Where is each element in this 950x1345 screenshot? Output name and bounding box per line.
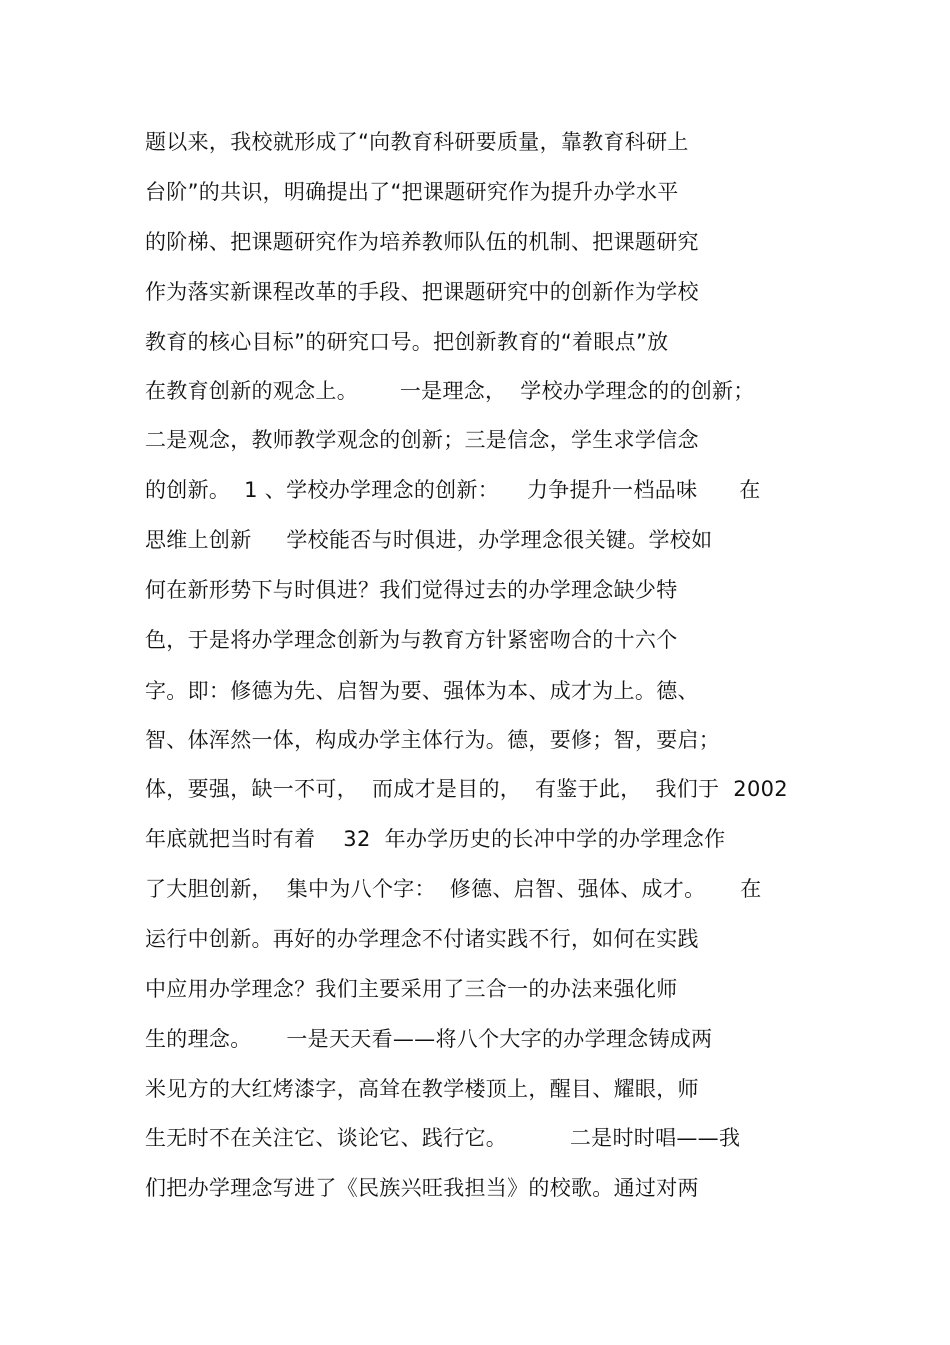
text-line: 生无时不在关注它、谈论它、践行它。 二是时时唱——我 <box>145 1126 741 1150</box>
text-line: 字。即：修德为先、启智为要、强体为本、成才为上。德、 <box>145 679 699 703</box>
text-line: 们把办学理念写进了《民族兴旺我担当》的校歌。通过对两 <box>145 1176 699 1200</box>
text-line: 何在新形势下与时俱进？我们觉得过去的办学理念缺少特 <box>145 578 678 602</box>
text-line: 教育的核心目标”的研究口号。把创新教育的“着眼点”放 <box>145 330 669 354</box>
text-line: 智、体浑然一体，构成办学主体行为。德，要修；智，要启； <box>145 728 721 752</box>
text-line: 体，要强，缺一不可， 而成才是目的， 有鉴于此， 我们于 2002 <box>145 777 788 801</box>
text-line: 年底就把当时有着 32 年办学历史的长冲中学的办学理念作 <box>145 827 726 851</box>
text-line: 的创新。 1 、学校办学理念的创新： 力争提升一档品味 在 <box>145 478 761 502</box>
text-line: 了大胆创新， 集中为八个字： 修德、启智、强体、成才。 在 <box>145 877 762 901</box>
text-line: 米见方的大红烤漆字，高耸在教学楼顶上，醒目、耀眼，师 <box>145 1077 699 1101</box>
text-line: 台阶”的共识，明确提出了“把课题研究作为提升办学水平 <box>145 180 679 204</box>
text-line: 题以来，我校就形成了“向教育科研要质量，靠教育科研上 <box>145 130 689 154</box>
text-line: 的阶梯、把课题研究作为培养教师队伍的机制、把课题研究 <box>145 230 699 254</box>
text-line: 二是观念，教师教学观念的创新；三是信念，学生求学信念 <box>145 428 699 452</box>
text-line: 中应用办学理念？我们主要采用了三合一的办法来强化师 <box>145 977 678 1001</box>
text-line: 色，于是将办学理念创新为与教育方针紧密吻合的十六个 <box>145 628 678 652</box>
text-line: 运行中创新。再好的办学理念不付诸实践不行，如何在实践 <box>145 927 699 951</box>
text-line: 思维上创新 学校能否与时俱进，办学理念很关键。学校如 <box>145 528 713 552</box>
text-line: 作为落实新课程改革的手段、把课题研究中的创新作为学校 <box>145 280 699 304</box>
text-line: 在教育创新的观念上。 一是理念， 学校办学理念的的创新； <box>145 379 755 403</box>
text-line: 生的理念。 一是天天看——将八个大字的办学理念铸成两 <box>145 1027 713 1051</box>
